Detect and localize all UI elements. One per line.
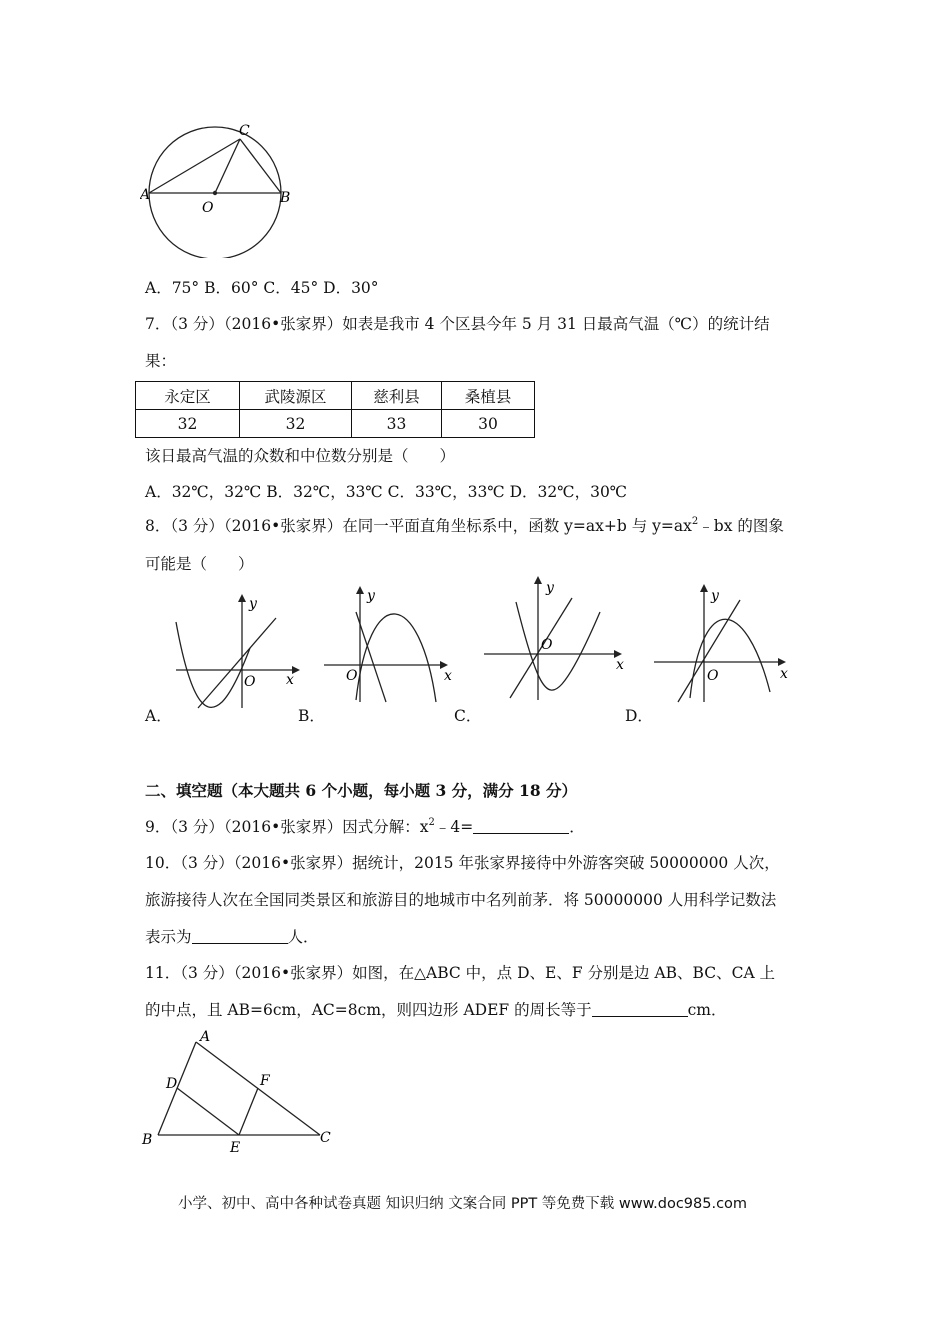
origin-label: O bbox=[346, 668, 358, 684]
table-cell: 32 bbox=[240, 410, 352, 438]
graph-label-c: C． bbox=[454, 707, 482, 725]
x-label: x bbox=[616, 657, 624, 673]
x-label: x bbox=[286, 672, 294, 688]
y-label: y bbox=[249, 596, 257, 612]
graph-d bbox=[650, 580, 795, 710]
origin-label: O bbox=[707, 668, 719, 684]
graph-c bbox=[480, 572, 630, 707]
table-header-row bbox=[136, 382, 535, 410]
table-cell: 30 bbox=[442, 410, 535, 438]
temperature-table bbox=[135, 381, 535, 438]
label-A: A bbox=[200, 1029, 211, 1045]
footer-text: 小学、初中、高中各种试卷真题 知识归纳 文案合同 PPT 等免费下载 www.doc985.com bbox=[178, 1196, 748, 1212]
q7-question: 该日最高气温的众数和中位数分别是（ ） bbox=[145, 447, 456, 465]
q7-options: A．32℃，32℃ B．32℃，33℃ C．33℃，33℃ D．32℃，30℃ bbox=[145, 483, 628, 501]
answer-blank bbox=[473, 818, 569, 834]
table-header-cell: 永定区 bbox=[136, 382, 240, 410]
label-A: A bbox=[140, 187, 151, 203]
x-label: x bbox=[780, 666, 788, 682]
graph-label-a: A． bbox=[145, 707, 172, 725]
q11-line2: 的中点，且 AB=6cm，AC=8cm，则四边形 ADEF 的周长等于 cm． bbox=[145, 1001, 727, 1019]
origin-label: O bbox=[541, 637, 553, 653]
q6-options: A．75° B．60° C．45° D．30° bbox=[145, 279, 379, 297]
q7-stem-line2: 果： bbox=[145, 352, 177, 370]
table-header-cell: 桑植县 bbox=[442, 382, 535, 410]
triangle-figure bbox=[140, 1028, 340, 1158]
x-label: x bbox=[444, 668, 452, 684]
label-C: C bbox=[320, 1130, 331, 1146]
circle-figure bbox=[140, 118, 300, 258]
graph-label-b: B． bbox=[298, 707, 325, 725]
label-E: E bbox=[230, 1140, 241, 1156]
label-D: D bbox=[166, 1076, 178, 1092]
q7-stem-line1: 7．（3 分）（2016•张家界）如表是我市 4 个区县今年 5 月 31 日最高气温（℃）的统计结 bbox=[145, 315, 770, 333]
graph-a bbox=[170, 590, 305, 715]
label-F: F bbox=[260, 1073, 270, 1089]
table-header-cell: 慈利县 bbox=[352, 382, 442, 410]
label-B: B bbox=[280, 190, 291, 206]
table-cell: 33 bbox=[352, 410, 442, 438]
q9-text: 9．（3 分）（2016•张家界）因式分解：$x^2﹣4=$ ． bbox=[145, 817, 585, 836]
label-C: C bbox=[239, 123, 250, 139]
q11-line1: 11．（3 分）（2016•张家界）如图，在△ABC 中，点 D、E、F 分别是边 AB、BC、CA 上 bbox=[145, 964, 776, 982]
y-label: y bbox=[546, 580, 554, 596]
y-label: y bbox=[367, 588, 375, 604]
q10-line2: 旅游接待人次在全国同类景区和旅游目的地城市中名列前茅．将 50000000 人用科学记数法 bbox=[145, 891, 777, 909]
table-header-cell: 武陵源区 bbox=[240, 382, 352, 410]
q8-stem-line2: 可能是（ ） bbox=[145, 555, 254, 573]
q10-line3: 表示为 人． bbox=[145, 928, 319, 946]
q8-stem-line1: 8．（3 分）（2016•张家界）在同一平面直角坐标系中，函数 y=ax+b 与 $y=ax^2﹣bx$ 的图象 bbox=[145, 516, 784, 535]
table-row bbox=[136, 410, 535, 438]
graph-label-d: D． bbox=[625, 707, 653, 725]
answer-blank bbox=[192, 928, 288, 944]
label-B: B bbox=[142, 1132, 153, 1148]
q10-line1: 10．（3 分）（2016•张家界）据统计，2015 年张家界接待中外游客突破 50000000 人次， bbox=[145, 854, 780, 872]
section-title: 二、填空题（本大题共 6 个小题，每小题 3 分，满分 18 分） bbox=[145, 781, 578, 800]
graph-b bbox=[320, 580, 460, 710]
table-cell: 32 bbox=[136, 410, 240, 438]
y-label: y bbox=[711, 588, 719, 604]
label-O: O bbox=[202, 200, 214, 216]
answer-blank bbox=[592, 1001, 688, 1017]
origin-label: O bbox=[244, 674, 256, 690]
